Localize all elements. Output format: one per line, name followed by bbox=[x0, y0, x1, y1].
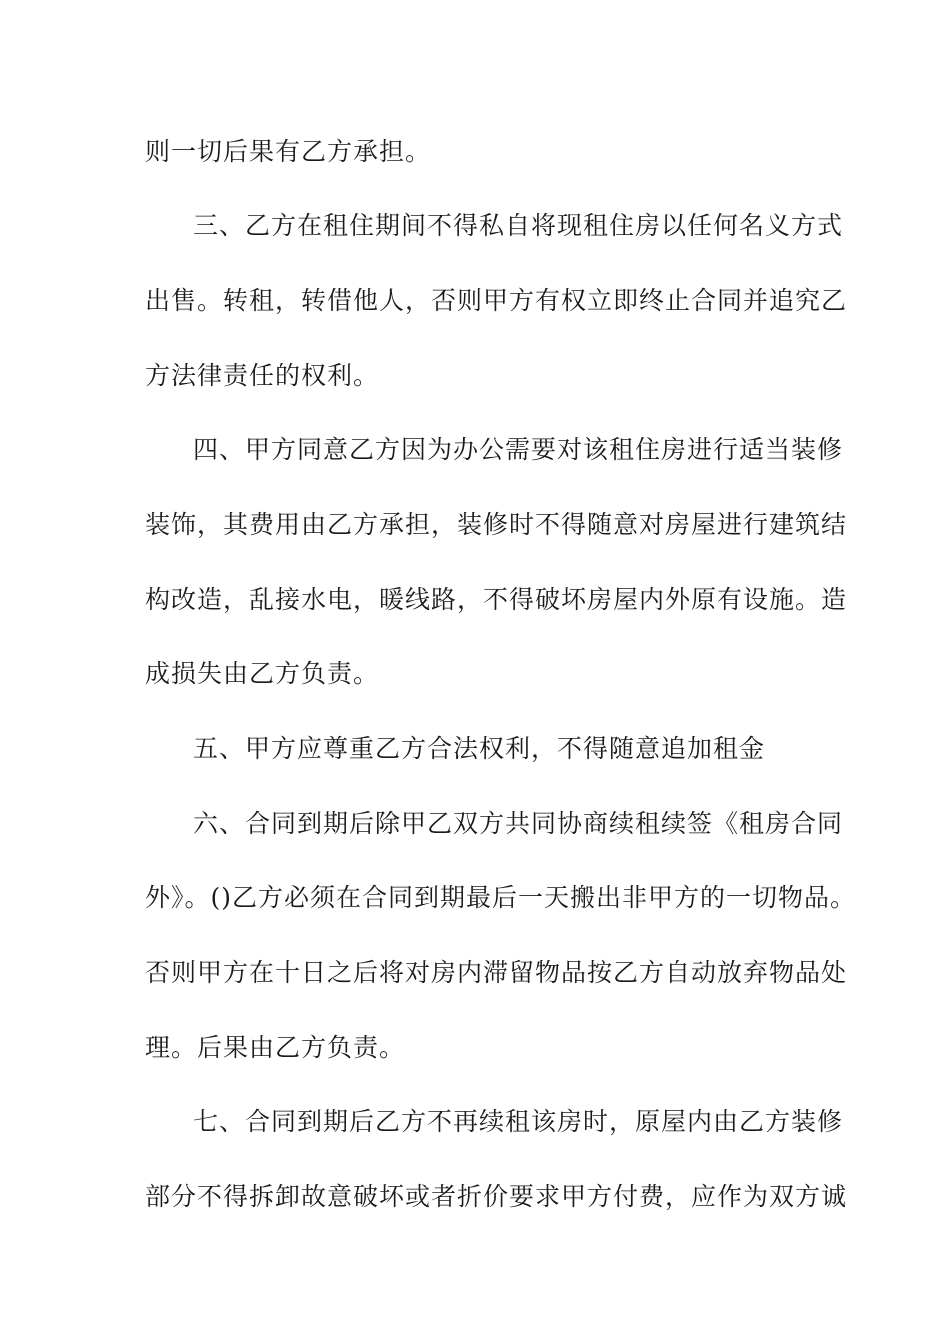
text-line: 则一切后果有乙方承担。 bbox=[145, 137, 432, 166]
text-line: 出售。转租，转借他人，否则甲方有权立即终止合同并追究乙 bbox=[145, 286, 848, 315]
text-line: 否则甲方在十日之后将对房内滞留物品按乙方自动放弃物品处 bbox=[145, 958, 848, 987]
paragraph-4-line: 四、甲方同意乙方因为办公需要对该租住房进行适当装修 bbox=[193, 435, 844, 464]
text-line: 成损失由乙方负责。 bbox=[145, 659, 380, 688]
text-line: 方法律责任的权利。 bbox=[145, 361, 380, 390]
paragraph-3-line: 三、乙方在租住期间不得私自将现租住房以任何名义方式 bbox=[193, 211, 844, 240]
text-line: 装饰，其费用由乙方承担，装修时不得随意对房屋进行建筑结 bbox=[145, 510, 848, 539]
paragraph-5-line: 五、甲方应尊重乙方合法权利，不得随意追加租金 bbox=[193, 734, 766, 763]
text-line: 构改造，乱接水电，暖线路，不得破坏房屋内外原有设施。造 bbox=[145, 585, 848, 614]
text-line: 部分不得拆卸故意破坏或者折价要求甲方付费，应作为双方诚 bbox=[145, 1182, 848, 1211]
text-line: 外》。()乙方必须在合同到期最后一天搬出非甲方的一切物品。 bbox=[145, 883, 857, 912]
paragraph-7-line: 七、合同到期后乙方不再续租该房时，原屋内由乙方装修 bbox=[193, 1107, 844, 1136]
paragraph-6-line: 六、合同到期后除甲乙双方共同协商续租续签《租房合同 bbox=[193, 809, 844, 838]
text-line: 理。后果由乙方负责。 bbox=[145, 1033, 406, 1062]
